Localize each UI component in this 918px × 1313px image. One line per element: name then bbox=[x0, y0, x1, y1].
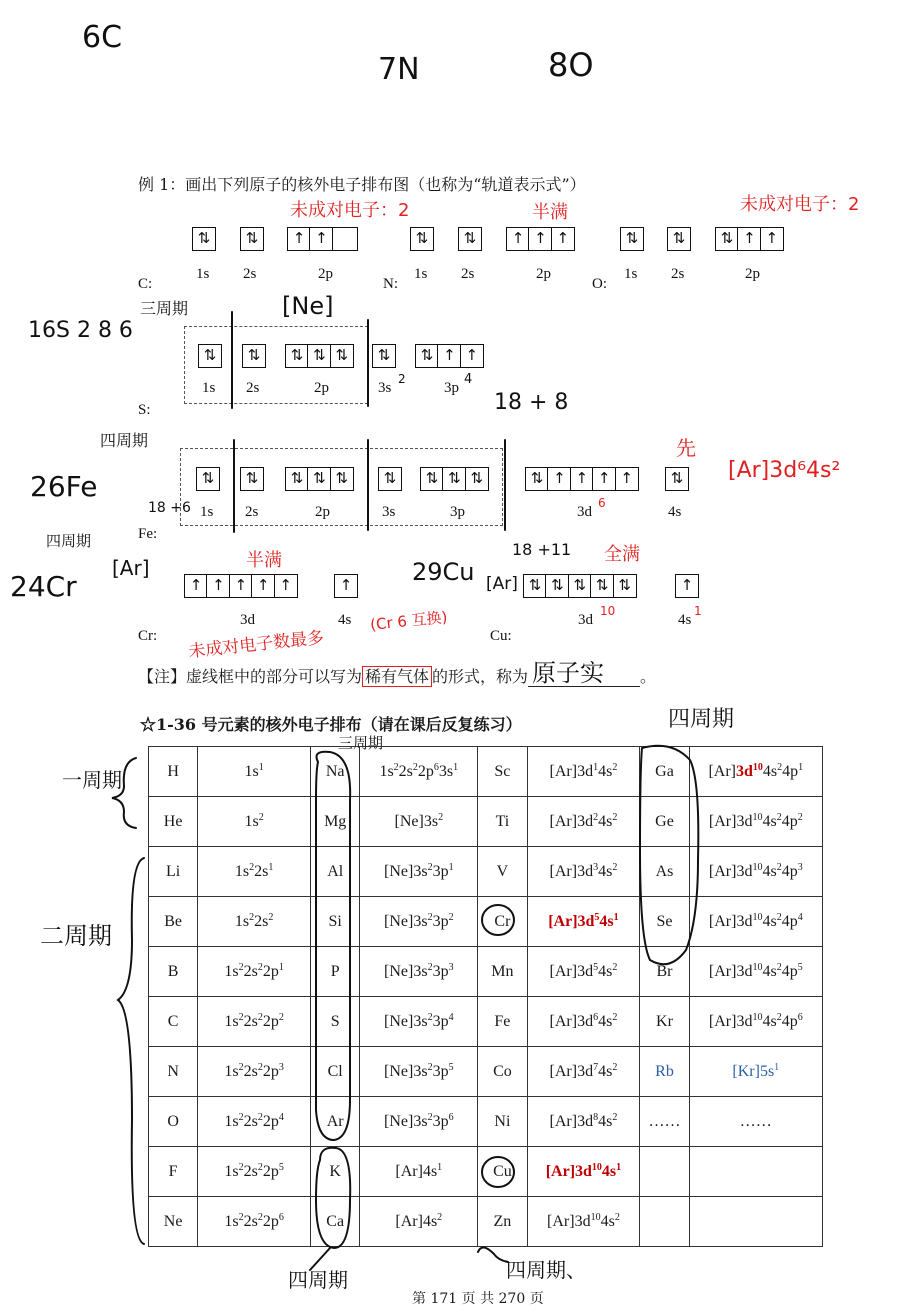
element-symbol: H bbox=[149, 747, 198, 797]
element-symbol: Rb bbox=[640, 1047, 689, 1097]
fe-4s-box: ⇅ bbox=[665, 467, 689, 491]
fe-label-4s: 4s bbox=[668, 504, 682, 520]
element-symbol: Ge bbox=[640, 797, 689, 847]
electron-config: $[Ar]3d^{10}4s^24p^3$ bbox=[689, 847, 822, 897]
electron-config: $[Ar]3d^64s^2$ bbox=[527, 997, 640, 1047]
note-cr-half: 半满 bbox=[246, 550, 282, 571]
fe-2s-box: ⇅ bbox=[240, 467, 264, 491]
electron-config: $[Ne]3s^23p^6$ bbox=[360, 1097, 478, 1147]
element-symbol: N bbox=[149, 1047, 198, 1097]
s-3s-box: ⇅ bbox=[372, 344, 396, 368]
table-title: ☆1-36 号元素的核外电子排布（请在课后反复练习） bbox=[140, 715, 522, 734]
electron-config: $1s^22s^22p^63s^1$ bbox=[360, 747, 478, 797]
note-cu-ar: [Ar] bbox=[486, 574, 518, 594]
note-first: 先 bbox=[676, 436, 696, 460]
element-symbol: Mg bbox=[311, 797, 360, 847]
s-label-3s: 3s bbox=[378, 380, 392, 396]
table-row bbox=[149, 947, 823, 997]
fe-3d-sup: 6 bbox=[598, 496, 606, 510]
o-label-2p: 2p bbox=[745, 266, 760, 282]
s-label: S: bbox=[138, 402, 151, 418]
note-fourth-period-tbl: 四周期 bbox=[668, 707, 735, 732]
s-label-2p: 2p bbox=[314, 380, 329, 396]
c-label-2s: 2s bbox=[243, 266, 257, 282]
electron-config: $[Ar]3d^14s^2$ bbox=[527, 747, 640, 797]
table-row bbox=[149, 897, 823, 947]
element-symbol: Zn bbox=[478, 1197, 527, 1247]
electron-config: $[Ne]3s^23p^1$ bbox=[360, 847, 478, 897]
electron-config: $[Ar]3d^{10}4s^24p^5$ bbox=[689, 947, 822, 997]
fe-2p-box: ⇅ ⇅ ⇅ bbox=[285, 467, 354, 491]
note-29cu: 29Cu bbox=[412, 558, 475, 586]
note-first-period: 一周期 bbox=[62, 768, 122, 792]
element-symbol: B bbox=[149, 947, 198, 997]
second-period-brace bbox=[118, 858, 144, 1244]
o-label: O: bbox=[592, 276, 607, 292]
note-24cr: 24Cr bbox=[10, 570, 77, 603]
fe-label-2p: 2p bbox=[315, 504, 330, 520]
cu-4s-box: ↑ bbox=[675, 574, 699, 598]
element-symbol: Co bbox=[478, 1047, 527, 1097]
element-symbol: Ne bbox=[149, 1197, 198, 1247]
cr-label-3d: 3d bbox=[240, 612, 255, 628]
electron-config: $[Ne]3s^2$ bbox=[360, 797, 478, 847]
note-line bbox=[138, 659, 657, 687]
electron-config: …… bbox=[689, 1097, 822, 1147]
fe-label-3d: 3d bbox=[577, 504, 592, 520]
fe-1s-box: ⇅ bbox=[196, 467, 220, 491]
element-symbol: Ti bbox=[478, 797, 527, 847]
element-symbol bbox=[640, 1147, 689, 1197]
element-symbol bbox=[640, 1197, 689, 1247]
element-symbol: Cu bbox=[478, 1147, 527, 1197]
table-row bbox=[149, 847, 823, 897]
cr-3d-box: ↑ ↑ ↑ ↑ ↑ bbox=[184, 574, 298, 598]
element-symbol: Cr bbox=[478, 897, 527, 947]
page-footer: 第 171 页 共 270 页 bbox=[412, 1291, 544, 1307]
electron-config: $[Ar]3d^24s^2$ bbox=[527, 797, 640, 847]
element-symbol: Cl bbox=[311, 1047, 360, 1097]
note-cu-plus: 18 +11 bbox=[512, 540, 572, 559]
cu-label-4s: 4s bbox=[678, 612, 692, 628]
note-third-period-tbl: 三周期 bbox=[338, 734, 384, 752]
element-symbol: F bbox=[149, 1147, 198, 1197]
n-label-1s: 1s bbox=[414, 266, 428, 282]
note-cr-most: 未成对电子数最多 bbox=[187, 627, 325, 663]
electron-config: $[Ar]3d^{10}4s^24p^2$ bbox=[689, 797, 822, 847]
electron-config: $[Kr]5s^1$ bbox=[689, 1047, 822, 1097]
electron-config: $[Ar]3d^{10}4s^1$ bbox=[527, 1147, 640, 1197]
element-symbol: K bbox=[311, 1147, 360, 1197]
element-symbol: Ga bbox=[640, 747, 689, 797]
fe-label-2s: 2s bbox=[245, 504, 259, 520]
note-ne-core: [Ne] bbox=[282, 292, 334, 320]
note-s-shell: 16S 2 8 6 bbox=[28, 318, 133, 343]
electron-config: $[Ar]3d^{10}4s^2$ bbox=[527, 1197, 640, 1247]
cu-3d-box: ⇅ ⇅ ⇅ ⇅ ⇅ bbox=[523, 574, 637, 598]
electron-config: $1s^22s^1$ bbox=[198, 847, 311, 897]
cu-label-3d: 3d bbox=[578, 612, 593, 628]
electron-config: $[Ar]3d^{10}4s^24p^4$ bbox=[689, 897, 822, 947]
s-label-1s: 1s bbox=[202, 380, 216, 396]
n-2p-box: ↑ ↑ ↑ bbox=[506, 227, 575, 251]
o-2p-box: ⇅ ↑ ↑ bbox=[715, 227, 784, 251]
fe-label: Fe: bbox=[138, 526, 158, 542]
element-symbol: C bbox=[149, 997, 198, 1047]
electron-config: $[Ne]3s^23p^4$ bbox=[360, 997, 478, 1047]
electron-config: $1s^22s^22p^3$ bbox=[198, 1047, 311, 1097]
electron-config: $[Ar]3d^{10}4s^24p^1$ bbox=[689, 747, 822, 797]
s-label-3p: 3p bbox=[444, 380, 459, 396]
s-3p-sup: 4 bbox=[464, 372, 473, 387]
element-symbol: As bbox=[640, 847, 689, 897]
table-row bbox=[149, 797, 823, 847]
electron-config: $[Ar]3d^54s^2$ bbox=[527, 947, 640, 997]
element-symbol: O bbox=[149, 1097, 198, 1147]
element-symbol: Kr bbox=[640, 997, 689, 1047]
element-symbol: Ar bbox=[311, 1097, 360, 1147]
element-symbol: S bbox=[311, 997, 360, 1047]
fe-label-3p: 3p bbox=[450, 504, 465, 520]
note-text-c: 的形式，称为 bbox=[432, 667, 529, 686]
element-symbol: Si bbox=[311, 897, 360, 947]
element-symbol: …… bbox=[640, 1097, 689, 1147]
o-label-1s: 1s bbox=[624, 266, 638, 282]
o-label-2s: 2s bbox=[671, 266, 685, 282]
s-2s-box: ⇅ bbox=[242, 344, 266, 368]
n-label: N: bbox=[383, 276, 398, 292]
element-symbol: Ni bbox=[478, 1097, 527, 1147]
element-config-table bbox=[148, 746, 823, 1247]
note-26fe: 26Fe bbox=[30, 470, 98, 503]
table-row bbox=[149, 747, 823, 797]
s-2p-box: ⇅ ⇅ ⇅ bbox=[285, 344, 354, 368]
fe-3s-box: ⇅ bbox=[378, 467, 402, 491]
cr-label: Cr: bbox=[138, 628, 158, 644]
note-n-half: 半满 bbox=[532, 202, 568, 223]
s-3s-sup: 2 bbox=[398, 372, 406, 386]
bottom-pointer-2 bbox=[478, 1247, 508, 1262]
electron-config: $1s^22s^22p^6$ bbox=[198, 1197, 311, 1247]
cr-4s-box: ↑ bbox=[334, 574, 358, 598]
note-second-period: 二周期 bbox=[40, 922, 112, 950]
element-symbol: Ca bbox=[311, 1197, 360, 1247]
electron-config: $[Ar]3d^74s^2$ bbox=[527, 1047, 640, 1097]
electron-config: $[Ne]3s^23p^3$ bbox=[360, 947, 478, 997]
element-symbol: Mn bbox=[478, 947, 527, 997]
element-symbol: Al bbox=[311, 847, 360, 897]
element-symbol: Be bbox=[149, 897, 198, 947]
cr-label-4s: 4s bbox=[338, 612, 352, 628]
cu-3d-sup: 10 bbox=[600, 604, 616, 618]
note-8o: 8O bbox=[548, 46, 594, 84]
s-label-2s: 2s bbox=[246, 380, 260, 396]
electron-config: $[Ne]3s^23p^2$ bbox=[360, 897, 478, 947]
n-label-2p: 2p bbox=[536, 266, 551, 282]
electron-config: $[Ar]4s^2$ bbox=[360, 1197, 478, 1247]
note-fe-config: [Ar]3d⁶4s² bbox=[728, 458, 841, 483]
o-1s-box: ⇅ bbox=[620, 227, 644, 251]
table-row bbox=[149, 1047, 823, 1097]
electron-config: $1s^22s^22p^1$ bbox=[198, 947, 311, 997]
electron-config: $[Ar]3d^{10}4s^24p^6$ bbox=[689, 997, 822, 1047]
c-label-2p: 2p bbox=[318, 266, 333, 282]
electron-config bbox=[689, 1197, 822, 1247]
n-2s-box: ⇅ bbox=[458, 227, 482, 251]
cu-4s-sup: 1 bbox=[694, 604, 702, 618]
table-row bbox=[149, 997, 823, 1047]
note-fourth-bottom-1: 四周期 bbox=[288, 1268, 348, 1292]
note-6c: 6C bbox=[82, 20, 123, 55]
example-title: 例 1：画出下列原子的核外电子排布图（也称为“轨道表示式”） bbox=[138, 175, 586, 194]
fe-label-3s: 3s bbox=[382, 504, 396, 520]
element-symbol: Se bbox=[640, 897, 689, 947]
element-symbol: Li bbox=[149, 847, 198, 897]
c-label-1s: 1s bbox=[196, 266, 210, 282]
fe-label-1s: 1s bbox=[200, 504, 214, 520]
note-c-unpaired: 未成对电子：2 bbox=[290, 200, 410, 221]
note-7n: 7N bbox=[378, 52, 420, 87]
note-blank bbox=[528, 659, 640, 687]
c-2p-box: ↑ ↑ bbox=[287, 227, 358, 251]
element-symbol: V bbox=[478, 847, 527, 897]
electron-config: $1s^22s^22p^4$ bbox=[198, 1097, 311, 1147]
c-2s-box: ⇅ bbox=[240, 227, 264, 251]
element-symbol: P bbox=[311, 947, 360, 997]
electron-config: $[Ar]3d^34s^2$ bbox=[527, 847, 640, 897]
fe-3d-box: ⇅ ↑ ↑ ↑ ↑ bbox=[525, 467, 639, 491]
note-text-a: 【注】虚线框中的部分可以写为 bbox=[138, 667, 363, 686]
s-1s-box: ⇅ bbox=[198, 344, 222, 368]
element-symbol: Sc bbox=[478, 747, 527, 797]
element-symbol: Na bbox=[311, 747, 360, 797]
electron-config: $[Ar]3d^84s^2$ bbox=[527, 1097, 640, 1147]
electron-config: $1s^22s^22p^5$ bbox=[198, 1147, 311, 1197]
table-row bbox=[149, 1147, 823, 1197]
note-18-plus-8: 18 + 8 bbox=[494, 390, 569, 415]
n-1s-box: ⇅ bbox=[410, 227, 434, 251]
o-2s-box: ⇅ bbox=[667, 227, 691, 251]
cu-label: Cu: bbox=[490, 628, 512, 644]
note-fourth-bottom-2: 四周期、 bbox=[506, 1258, 586, 1282]
note-text-d: 。 bbox=[640, 667, 657, 686]
c-1s-box: ⇅ bbox=[192, 227, 216, 251]
element-symbol: Br bbox=[640, 947, 689, 997]
electron-config: $1s^22s^22p^2$ bbox=[198, 997, 311, 1047]
element-symbol: Fe bbox=[478, 997, 527, 1047]
note-fourth-period-fe: 四周期 bbox=[100, 431, 149, 450]
note-fe-plus: 18 +6 bbox=[148, 500, 191, 516]
note-third-period: 三周期 bbox=[140, 299, 189, 318]
electron-config: $[Ar]4s^1$ bbox=[360, 1147, 478, 1197]
table-row bbox=[149, 1097, 823, 1147]
n-label-2s: 2s bbox=[461, 266, 475, 282]
note-fourth-period-cr: 四周期 bbox=[46, 532, 92, 550]
note-text-b: 稀有气体 bbox=[362, 666, 432, 687]
s-3p-box: ⇅ ↑ ↑ bbox=[415, 344, 484, 368]
note-cr-swap: (Cr 6 互换) bbox=[369, 607, 449, 634]
electron-config: $1s^22s^2$ bbox=[198, 897, 311, 947]
note-blank-answer: 原子实 bbox=[532, 659, 605, 687]
table-row bbox=[149, 1197, 823, 1247]
electron-config bbox=[689, 1147, 822, 1197]
note-ar-core-cr: [Ar] bbox=[112, 556, 150, 580]
electron-config: $[Ne]3s^23p^5$ bbox=[360, 1047, 478, 1097]
electron-config: $1s^2$ bbox=[198, 797, 311, 847]
c-label: C: bbox=[138, 276, 153, 292]
note-o-unpaired: 未成对电子：2 bbox=[740, 194, 860, 215]
element-symbol: He bbox=[149, 797, 198, 847]
electron-config: $1s^1$ bbox=[198, 747, 311, 797]
note-cu-full: 全满 bbox=[604, 544, 640, 565]
electron-config: $[Ar]3d^54s^1$ bbox=[527, 897, 640, 947]
fe-3p-box: ⇅ ⇅ ⇅ bbox=[420, 467, 489, 491]
